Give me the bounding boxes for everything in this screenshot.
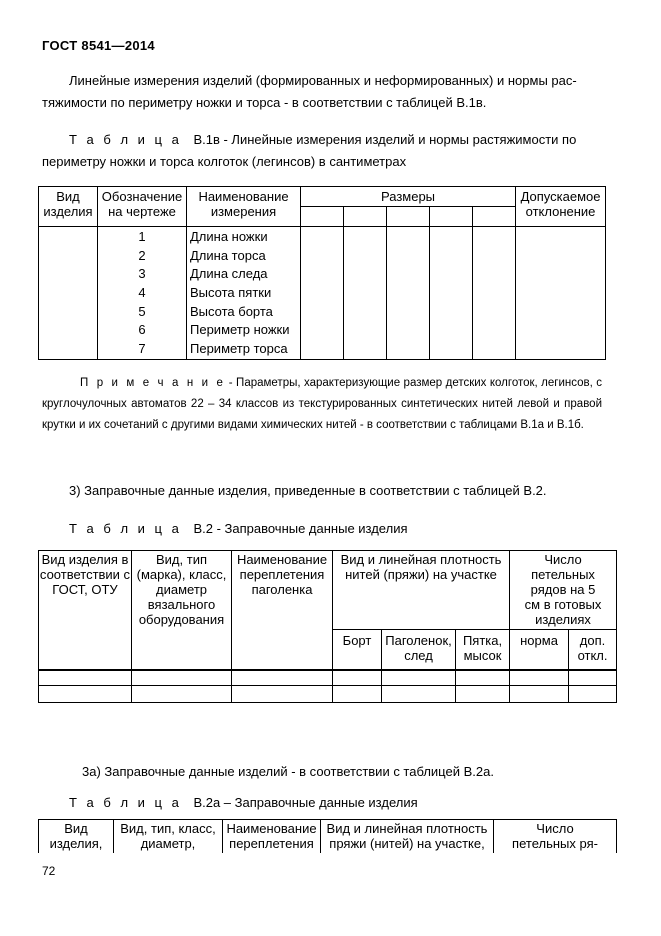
table-caption-text: - Заправочные данные изделия (212, 521, 408, 536)
table-cell (510, 670, 569, 686)
size-cell (430, 227, 473, 360)
table-label: Т а б л и ц а (69, 521, 182, 536)
size-cell (430, 207, 473, 227)
size-cell (344, 207, 387, 227)
table-cell (232, 670, 333, 686)
header-type: Вид изделия, (39, 820, 114, 854)
size-cell (473, 207, 516, 227)
note-label: П р и м е ч а н и е (80, 377, 226, 389)
header-sizes: Размеры (301, 187, 516, 207)
header-heel: Пятка, мысок (456, 630, 510, 670)
header-type: Вид изделия в соответствии с ГОСТ, ОТУ (39, 551, 132, 670)
header-machine: Вид, тип, класс, диаметр, (114, 820, 223, 854)
table-b2a-caption (42, 792, 602, 814)
table-cell (232, 686, 333, 703)
document-header: ГОСТ 8541—2014 (42, 38, 155, 53)
paragraph-b2: 3) Заправочные данные изделия, приведенные в соответствии с таблицей В.2. (69, 483, 547, 498)
table-number: В.2 (193, 521, 213, 536)
size-cell (344, 227, 387, 360)
name-cell (187, 227, 301, 360)
list-item: Длина следа (190, 266, 268, 282)
list-item: 4 (138, 285, 146, 301)
table-b2 (38, 550, 617, 703)
table-cell (382, 686, 456, 703)
table-cell (456, 670, 510, 686)
table-cell (382, 670, 456, 686)
designation-cell (98, 227, 187, 360)
list-item: Высота борта (190, 303, 273, 319)
header-bort: Борт (333, 630, 382, 670)
table-number: В.2а (193, 795, 221, 810)
header-weave: Наименование переплетения паголенка (232, 551, 333, 670)
page-number: 72 (42, 864, 56, 878)
header-type: Вид изделия (39, 187, 98, 227)
table-b1v (38, 186, 606, 360)
header-pagolenok: Паголенок, след (382, 630, 456, 670)
header-dop: доп. откл. (569, 630, 617, 670)
table-label: Т а б л и ц а (69, 795, 182, 810)
table-cell (569, 686, 617, 703)
table-label: Т а б л и ц а (69, 132, 182, 147)
size-cell (301, 207, 344, 227)
header-name: Наименование измерения (187, 187, 301, 227)
note (42, 373, 602, 436)
list-item: 1 (138, 229, 146, 244)
list-item: 5 (138, 303, 146, 319)
size-cell (301, 227, 344, 360)
header-yarn: Вид и линейная плотность нитей (пряжи) на участке (333, 551, 510, 630)
header-yarn: Вид и линейная плотность пряжи (нитей) на участке, (321, 820, 494, 854)
header-machine: Вид, тип (марка), класс, диаметр вязального оборудования (132, 551, 232, 670)
list-item: Периметр ножки (190, 322, 290, 338)
list-item: Длина торса (190, 247, 266, 263)
list-item: Высота пятки (190, 285, 272, 301)
table-cell (333, 670, 382, 686)
list-item: Периметр торса (190, 341, 288, 357)
list-item: Длина ножки (190, 229, 268, 244)
table-cell (333, 686, 382, 703)
size-cell (387, 207, 430, 227)
size-cell (473, 227, 516, 360)
table-b1v-caption (42, 129, 602, 173)
table-cell (510, 686, 569, 703)
table-cell (456, 686, 510, 703)
header-weave: Наименование переплетения (223, 820, 321, 854)
table-cell (569, 670, 617, 686)
tolerance-cell (516, 227, 606, 360)
table-cell (39, 686, 132, 703)
table-cell (39, 670, 132, 686)
paragraph-linear-measurements: Линейные измерения изделий (формированных и неформированных) и нормы рас-тяжимости по периметру ножки и торса - в соответствии с таблицей В.1в. (42, 73, 577, 110)
table-caption-text: – Заправочные данные изделия (220, 795, 418, 810)
header-loops: Число петельных рядов на 5 см в готовых изделиях (510, 551, 617, 630)
note-text: - Параметры, характеризующие размер детских колготок, легинсов, с круглочулочных автоматов 22 – 34 классов из текстурированных синтетических нитей левой и правой крутки и их сочетаний с другими видами химических нитей - в соответствии с таблицами В.1а и В.1б. (42, 377, 602, 431)
paragraph-b2a: 3а) Заправочные данные изделий - в соответствии с таблицей В.2а. (82, 764, 494, 779)
table-number: В.1в (193, 132, 220, 147)
table-b2-caption (42, 518, 602, 540)
table-b2a-wrapper (38, 819, 618, 853)
header-norm: норма (510, 630, 569, 670)
size-cell (387, 227, 430, 360)
type-cell (39, 227, 98, 360)
table-cell (132, 670, 232, 686)
list-item: 3 (138, 266, 146, 282)
header-tolerance: Допускаемое отклонение (516, 187, 606, 227)
list-item: 2 (138, 247, 146, 263)
table-cell (132, 686, 232, 703)
table-b2a (38, 819, 617, 853)
header-designation: Обозначение на чертеже (98, 187, 187, 227)
list-item: 6 (138, 322, 146, 338)
header-loops: Число петельных ря- (494, 820, 617, 854)
list-item: 7 (138, 341, 146, 357)
table-caption-text: - Линейные измерения изделий и нормы растяжимости по периметру ножки и торса колготок (легинсов) в сантиметрах (42, 132, 577, 169)
